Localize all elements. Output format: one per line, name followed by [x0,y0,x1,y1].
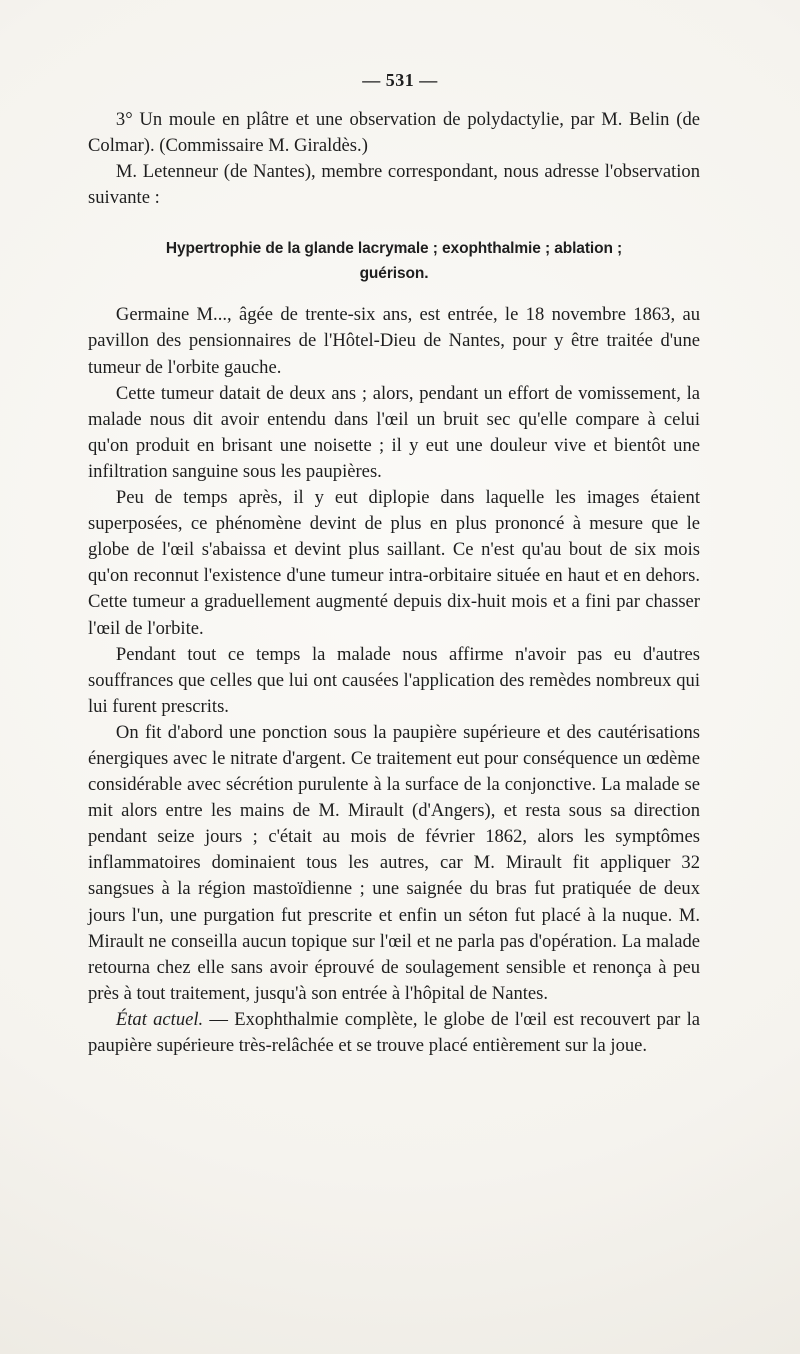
body-text [88,107,700,1059]
paragraph-polydactylie: 3° Un moule en plâtre et une observation de polydactylie, par M. Belin (de Colmar). (Commissaire M. Giraldès.) [88,109,700,157]
page-number: — 531 — [362,70,438,90]
paragraph-patient-intro: Germaine M..., âgée de trente-six ans, est entrée, le 18 novembre 1863, au pavillon des pensionnaires de l'Hôtel-Dieu de Nantes, pour y être traitée d'une tumeur de l'orbite gauche. [88,304,700,378]
paragraph-sufferings: Pendant tout ce temps la malade nous affirme n'avoir pas eu d'autres souffrances que celles que lui ont causées l'application des remèdes nombreux qui lui furent prescrits. [88,643,700,717]
section-heading [88,236,700,286]
section-heading-line-2: guérison. [359,265,429,283]
paragraph-tumor-history: Cette tumeur datait de deux ans ; alors, pendant un effort de vomissement, la malade nous dit avoir entendu dans l'œil un bruit sec qu'elle compare à celui qu'on produit en brisant une noisette ; il y eut une douleur vive et bientôt une infiltration sanguine sous les paupières. [88,382,700,482]
current-state-lead: État actuel. [115,1008,204,1030]
paragraph-letenneur: M. Letenneur (de Nantes), membre correspondant, nous adresse l'observation suivante : [88,161,700,209]
current-state-text: — Exophthalmie complète, le globe de l'œil est recouvert par la paupière supérieure très-relâchée et se trouve placé entièrement sur la joue. [88,1008,700,1056]
paragraph-treatment: On fit d'abord une ponction sous la paupière supérieure et des cautérisations énergiques avec le nitrate d'argent. Ce traitement eut pour conséquence un œdème considérable avec sécrétion purulente à la surface de la conjonctive. La malade se mit alors entre les mains de M. Mirault (d'Angers), et resta sous sa direction pendant seize jours ; c'était au mois de février 1862, alors les symptômes inflammatoires dominaient tous les autres, car M. Mirault fit appliquer 32 sangsues à la région mastoïdienne ; une saignée du bras fut pratiquée de deux jours l'un, une purgation fut prescrite et enfin un séton fut placé à la nuque. M. Mirault ne conseilla aucun topique sur l'œil et ne parla pas d'opération. La malade retourna chez elle sans avoir éprouvé de soulagement sensible et renonça à peu près à tout traitement, jusqu'à son entrée à l'hôpital de Nantes. [88,721,700,1004]
paragraph-current-state [88,1007,700,1059]
paragraph-diplopia: Peu de temps après, il y eut diplopie dans laquelle les images étaient superposées, ce phénomène devint de plus en plus prononcé à mesure que le globe de l'œil s'abaissa et devint plus saillant. Ce n'est qu'au bout de six mois qu'on reconnut l'existence d'une tumeur intra-orbitaire située en haut et en dehors. Cette tumeur a graduellement augmenté depuis dix-huit mois et a fini par chasser l'œil de l'orbite. [88,487,700,639]
section-heading-line-1: Hypertrophie de la glande lacrymale ; exophthalmie ; ablation ; [165,240,623,258]
